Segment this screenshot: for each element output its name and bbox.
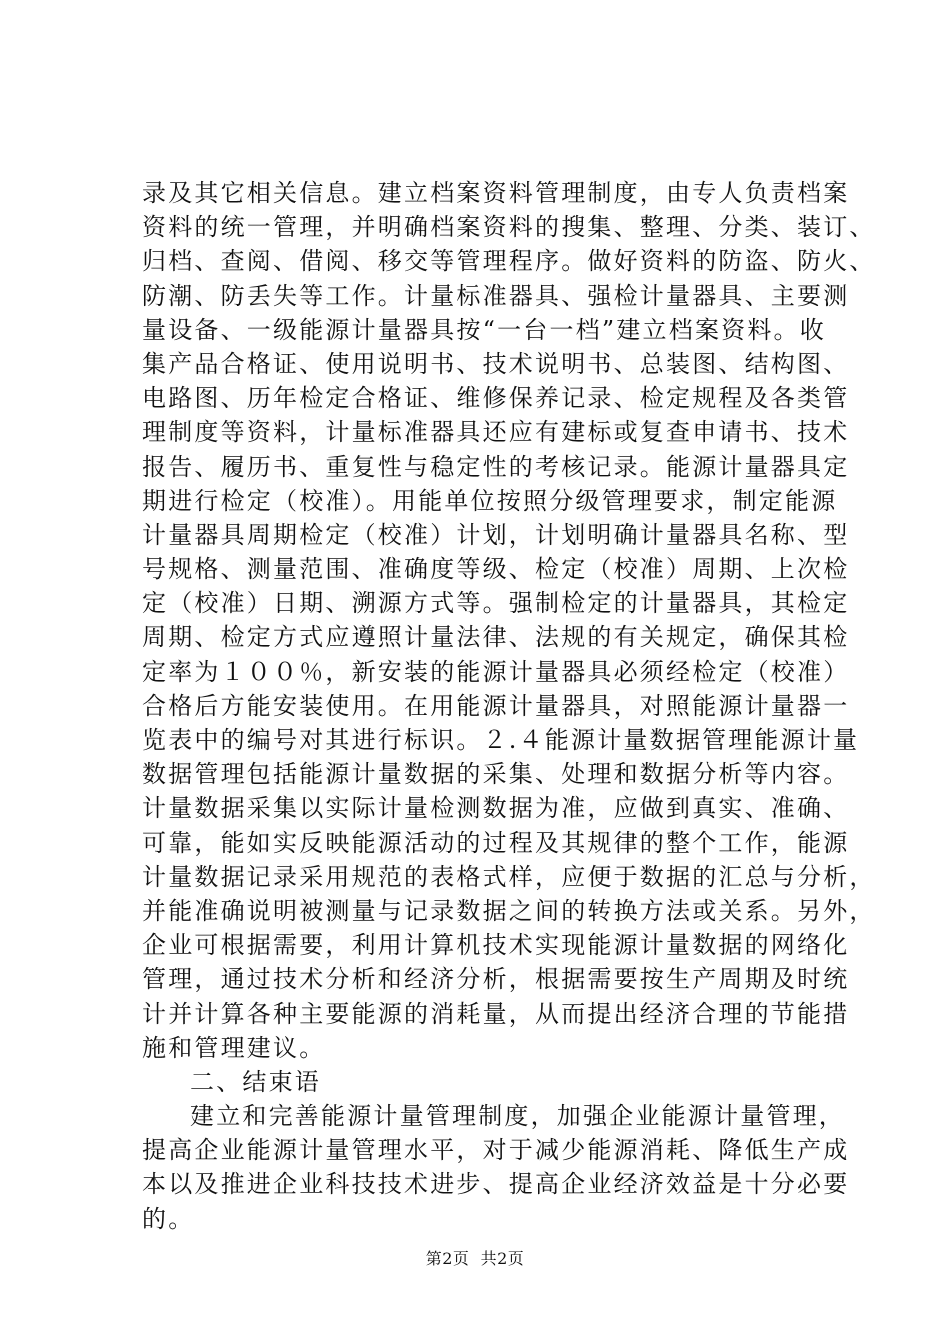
text-line: 资料的统一管理，并明确档案资料的搜集、整理、分类、装订、 (142, 213, 876, 242)
text-line: 本以及推进企业科技技术进步、提高企业经济效益是十分必要 (142, 1170, 850, 1199)
text-line: 定率为１００％，新安装的能源计量器具必须经检定（校准） (142, 657, 850, 686)
text-line: 览表中的编号对其进行标识。２.４能源计量数据管理能源计量 (142, 726, 860, 754)
text-line: 施和管理建议。 (142, 1033, 326, 1062)
text-line: 管理，通过技术分析和经济分析，根据需要按生产周期及时统 (142, 965, 850, 994)
text-line: 的。 (142, 1204, 195, 1233)
text-line: 防潮、防丢失等工作。计量标准器具、强检计量器具、主要测 (142, 281, 850, 310)
text-line: 合格后方能安装使用。在用能源计量器具，对照能源计量器一 (142, 691, 850, 720)
text-line: 并能准确说明被测量与记录数据之间的转换方法或关系。另外， (142, 896, 876, 925)
text-line: 计量数据记录采用规范的表格式样，应便于数据的汇总与分析， (142, 862, 876, 891)
text-line: 录及其它相关信息。建立档案资料管理制度，由专人负责档案 (142, 179, 850, 207)
text-line: 期进行检定（校准）。用能单位按照分级管理要求，制定能源 (142, 486, 838, 515)
text-line: 计并计算各种主要能源的消耗量，从而提出经济合理的节能措 (142, 999, 850, 1028)
text-line: 提高企业能源计量管理水平，对于减少能源消耗、降低生产成 (142, 1136, 850, 1165)
text-line: 理制度等资料，计量标准器具还应有建标或复查申请书、技术 (142, 418, 850, 447)
text-line: 集产品合格证、使用说明书、技术说明书、总装图、结构图、 (142, 349, 850, 378)
text-line: 计量数据采集以实际计量检测数据为准，应做到真实、准确、 (142, 794, 850, 823)
text-line: 企业可根据需要，利用计算机技术实现能源计量数据的网络化 (142, 931, 850, 960)
text-line: 电路图、历年检定合格证、维修保养记录、检定规程及各类管 (142, 384, 850, 413)
text-line: 报告、履历书、重复性与稳定性的考核记录。能源计量器具定 (142, 452, 850, 481)
text-line: 数据管理包括能源计量数据的采集、处理和数据分析等内容。 (142, 760, 850, 789)
text-line: 量设备、一级能源计量器具按“一台一档”建立档案资料。收 (142, 315, 826, 344)
page-footer: 第2页 共2页 (425, 1249, 525, 1268)
text-line: 周期、检定方式应遵照计量法律、法规的有关规定，确保其检 (142, 623, 850, 652)
text-line: 可靠，能如实反映能源活动的过程及其规律的整个工作，能源 (142, 828, 850, 857)
text-line: 归档、查阅、借阅、移交等管理程序。做好资料的防盗、防火、 (142, 247, 876, 276)
text-line: 建立和完善能源计量管理制度，加强企业能源计量管理， (190, 1102, 845, 1131)
text-line: 号规格、测量范围、准确度等级、检定（校准）周期、上次检 (142, 555, 850, 584)
text-line: 定（校准）日期、溯源方式等。强制检定的计量器具，其检定 (142, 589, 850, 618)
text-line: 计量器具周期检定（校准）计划，计划明确计量器具名称、型 (142, 520, 850, 549)
body-text (142, 176, 876, 1236)
section-heading: 二、结束语 (190, 1067, 321, 1096)
